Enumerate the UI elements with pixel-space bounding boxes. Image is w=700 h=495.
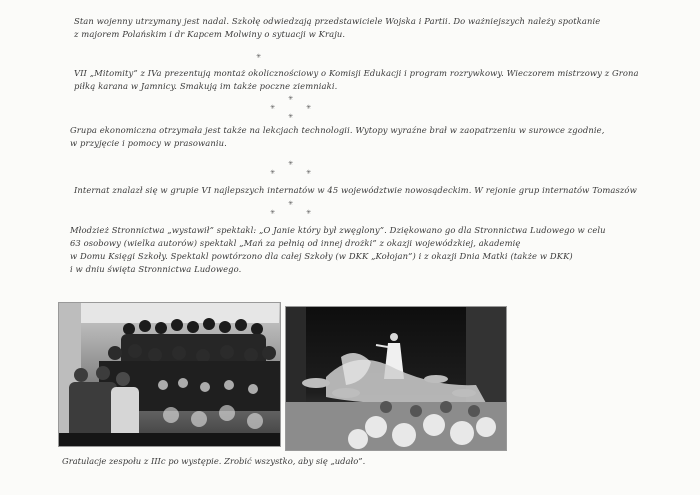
photo-caption: Gratulacje zespołu z IIIc po występie. Zrobić wszystko, aby się „udało”. — [62, 456, 366, 466]
text-line: z majorem Polańskim i dr Kapcem Molwiny o sytuacji w Kraju. — [74, 29, 346, 39]
star-divider: ✳ — [306, 104, 312, 111]
paragraph-3 — [70, 124, 604, 150]
text-line: w Domu Księgi Szkoły. Spektakl powtórzono dla całej Szkoły (w DKK „Kołojan”) i z okazji Dnia Matki (także w DKK) — [70, 251, 573, 261]
stage-photo — [285, 306, 507, 451]
star-divider: ✳ — [256, 53, 262, 60]
text-line: w przyjęcie i pomocy w prasowaniu. — [70, 138, 227, 148]
text-line: i w dniu święta Stronnictwa Ludowego. — [70, 264, 242, 274]
group-photo-image — [59, 303, 280, 446]
star-divider: ✳ — [306, 169, 312, 176]
text-line: piłką karana w Jamnicy. Smakują im także poczne ziemniaki. — [74, 81, 338, 91]
paragraph-1 — [74, 15, 600, 41]
text-line: VII „Mitomity” z IVa prezentują montaż okolicznościowy o Komisji Edukacji i program rozrywkowy. Wieczorem mistrzowy z Grona — [74, 68, 639, 78]
text-line: Internat znalazł się w grupie VI najlepszych internatów w 45 województwie nowosądeckim. W rejonie grup internatów Tomaszów — [74, 185, 637, 195]
star-divider: ✳ — [270, 104, 276, 111]
star-divider: ✳ — [288, 95, 294, 102]
star-divider: ✳ — [288, 200, 294, 207]
text-line: Młodzież Stronnictwa „wystawił” spektakl: „O Janie który był zwęglony”. Dziękowano go dla Stronnictwa Ludowego w celu — [70, 225, 606, 235]
paragraph-2 — [74, 67, 639, 93]
text-line: Grupa ekonomiczna otrzymała jest także na lekcjach technologii. Wytopy wyraźne brał w zaopatrzeniu w surowce zgodnie, — [70, 125, 605, 135]
group-photo — [58, 302, 281, 447]
paragraph-5 — [70, 224, 606, 276]
star-divider: ✳ — [288, 160, 294, 167]
star-divider: ✳ — [306, 209, 312, 216]
text-line: 63 osobowy (wielka autorów) spektakl „Mań za pełnią od innej drożki” z okazji wojewódzkiej, akademię — [70, 238, 521, 248]
paragraph-4 — [74, 184, 637, 197]
star-divider: ✳ — [270, 209, 276, 216]
star-divider: ✳ — [288, 113, 294, 120]
stage-photo-image — [286, 307, 506, 450]
text-line: Stan wojenny utrzymany jest nadal. Szkołę odwiedzają przedstawiciele Wojska i Partii. Do ważniejszych należy spotkanie — [74, 16, 601, 26]
star-divider: ✳ — [270, 169, 276, 176]
